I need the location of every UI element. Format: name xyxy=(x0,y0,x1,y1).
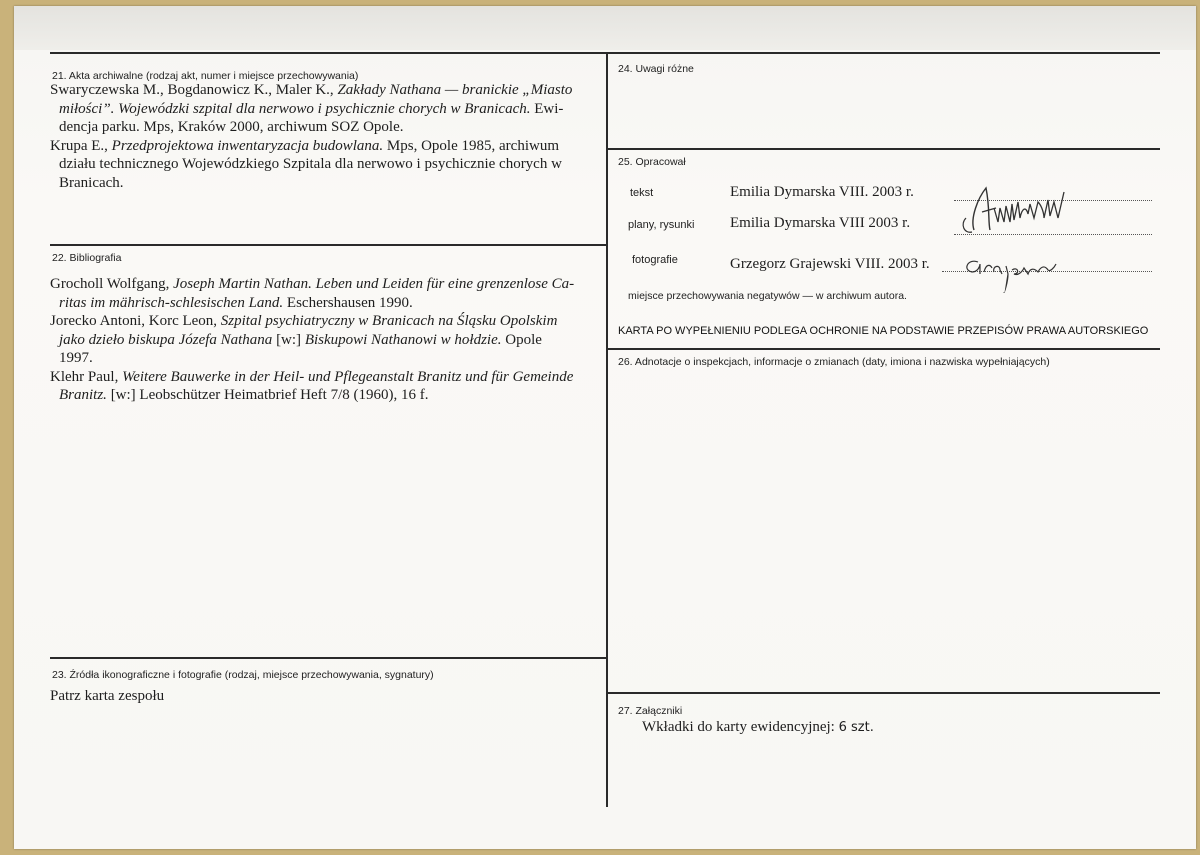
s21-e2-details-end: Branicach. xyxy=(59,174,124,191)
s22-b2-in: [w:] xyxy=(272,331,305,348)
s22-b3-title: Weitere Bauwerke in der Heil- und Pflegeanstalt Branitz und für Gemeinde xyxy=(122,368,574,385)
s21-e2-author: Krupa E., xyxy=(50,137,112,154)
s21-archival-records xyxy=(50,81,610,192)
s22-entry-grocholl xyxy=(50,275,610,312)
s27-attachments xyxy=(642,719,874,736)
s22-b2-title: Szpital psychiatryczny w Branicach na Śląsku Opolskim xyxy=(220,313,558,329)
s21-e1-title-cont: miłości”. Wojewódzki szpital dla nerwowo i psychicznie chorych w Branicach. xyxy=(59,100,531,117)
s22-b2-authors: Jorecko Antoni, Korc Leon, xyxy=(50,313,221,329)
s22-b1-title-cont: ritas im mährisch-schlesischen Land. xyxy=(59,294,284,311)
rule-right-top xyxy=(607,52,1160,54)
s23-heading: 23. Źródła ikonograficzne i fotografie (rodzaj, miejsce przechowywania, sygnatury) xyxy=(52,669,434,681)
s27-attachments-label: Wkładki do karty ewidencyjnej: xyxy=(642,719,839,735)
s21-e1-authors: Swaryczewska M., Bogdanowicz K., Maler K., xyxy=(50,82,338,98)
rule-right-26 xyxy=(607,348,1160,350)
s22-b1-author: Grocholl Wolfgang, xyxy=(50,276,174,292)
s21-heading: 21. Akta archiwalne (rodzaj akt, numer i miejsce przechowywania) xyxy=(52,70,359,82)
s22-b3-title-cont: Branitz. xyxy=(59,387,107,403)
s27-attachments-count: 6 szt. xyxy=(838,720,874,735)
s23-text: Patrz karta zespołu xyxy=(50,688,165,704)
s21-entry-swaryczewska xyxy=(50,81,610,137)
s24-heading: 24. Uwagi różne xyxy=(618,63,694,75)
s22-bibliography xyxy=(50,275,610,405)
s21-e2-title: Przedprojektowa inwentaryzacja budowlana. xyxy=(111,137,384,154)
s22-entry-klehr xyxy=(50,368,610,405)
s22-b1-tail: Eschershausen 1990. xyxy=(283,294,413,311)
s22-b2-place: Opole xyxy=(501,331,542,348)
s25-label-plans: plany, rysunki xyxy=(628,219,695,231)
s21-e1-tail: Ewi- xyxy=(530,100,564,117)
s21-e1-details: dencja parku. Mps, Kraków 2000, archiwum SOZ Opole. xyxy=(59,119,404,135)
s25-label-photos: fotografie xyxy=(632,254,678,266)
s25-negatives-note: miejsce przechowywania negatywów — w archiwum autora. xyxy=(628,290,907,302)
s22-b1-title: Joseph Martin Nathan. Leben und Leiden für eine grenzenlose Ca- xyxy=(173,276,575,292)
signature-dymarska xyxy=(952,178,1082,238)
s22-entry-jorecko xyxy=(50,312,610,368)
s25-heading: 25. Opracował xyxy=(618,156,686,168)
rule-left-22 xyxy=(50,244,608,246)
s21-e2-details: działu technicznego Wojewódzkiego Szpitala dla nerwowo i psychicznie chorych w xyxy=(59,156,562,172)
s22-b3-author: Klehr Paul, xyxy=(50,368,123,385)
s25-copyright-notice: KARTA PO WYPEŁNIENIU PODLEGA OCHRONIE NA PODSTAWIE PRZEPISÓW PRAWA AUTORSKIEGO xyxy=(618,325,1149,337)
record-card-sheet xyxy=(14,6,1196,849)
s22-heading: 22. Bibliografia xyxy=(52,252,122,264)
rule-left-23 xyxy=(50,657,608,659)
s25-value-photos: Grzegorz Grajewski VIII. 2003 r. xyxy=(730,256,930,272)
s27-heading: 27. Załączniki xyxy=(618,705,683,717)
scan-top-band xyxy=(14,6,1196,50)
s22-b2-year: 1997. xyxy=(59,350,93,366)
s21-e2-tail: Mps, Opole 1985, archiwum xyxy=(383,137,559,154)
rule-left-top xyxy=(50,52,608,54)
s21-e1-title: Zakłady Nathana — branickie „Miasto xyxy=(337,82,573,98)
s26-heading: 26. Adnotacje o inspekcjach, informacje o zmianach (daty, imiona i nazwiska wypełniających) xyxy=(618,356,1050,368)
s21-entry-krupa xyxy=(50,137,610,193)
signature-grajewski xyxy=(958,248,1068,298)
s25-value-plans: Emilia Dymarska VIII 2003 r. xyxy=(730,215,911,231)
s22-b2-title-cont: jako dzieło biskupa Józefa Nathana xyxy=(59,331,273,348)
s22-b3-tail: [w:] Leobschützer Heimatbrief Heft 7/8 (1960), 16 f. xyxy=(106,387,429,403)
rule-right-27 xyxy=(607,692,1160,694)
rule-right-25 xyxy=(607,148,1160,150)
s25-label-text: tekst xyxy=(630,187,654,199)
s25-value-text: Emilia Dymarska VIII. 2003 r. xyxy=(730,184,914,200)
s22-b2-volume: Biskupowi Nathanowi w hołdzie. xyxy=(304,331,502,348)
